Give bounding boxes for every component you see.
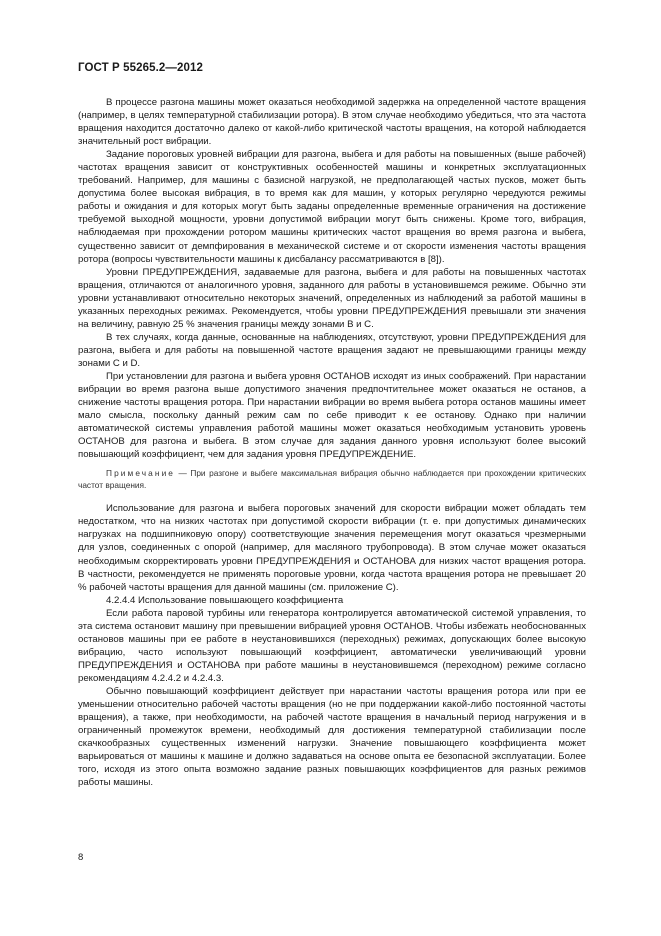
paragraph-7: Если работа паровой турбины или генератора контролируется автоматической системой управления, то эта система остановит машину при превышении вибрацией уровня ОСТАНОВ. Чтобы избежать необоснованных остановов машины при ее работе в неустановившихся (переходных) режимах, допускающих более высокую вибрацию, часто используют повышающий коэффициент, автоматически увеличивающий уровни ПРЕДУПРЕЖДЕНИЯ и ОСТАНОВА при работе машины в неустановившемся (переходном) режиме согласно рекомендациям 4.2.4.2 и 4.2.4.3. — [78, 607, 586, 684]
paragraph-1: В процессе разгона машины может оказаться необходимой задержка на определенной частоте вращения (например, в целях температурной стабилизации ротора). В этом случае необходимо убедиться, что эта частота вращения находится достаточно далеко от какой-либо критической частоты вращения, на которой наблюдается значительный рост вибрации. — [78, 97, 586, 148]
note — [78, 468, 586, 491]
paragraph-5: При установлении для разгона и выбега уровня ОСТАНОВ исходят из иных соображений. При нарастании вибрации во время разгона выше допустимого значения предпочтительнее может оказаться не останов, а снижение частоты вращения ротора. При нарастании вибрации во время выбега ротора останов машины имеет мало смысла, поскольку данный режим сам по себе приводит к ее останову. Однако при наличии автоматической системы управления работой машины может оказаться необходимым установить уровень ОСТАНОВ для разгона и выбега. В этом случае для задания данного уровня используют более высокий повышающий коэффициент, чем для задания уровня ПРЕДУПРЕЖДЕНИЕ. — [78, 370, 586, 461]
paragraph-8: Обычно повышающий коэффициент действует при нарастании частоты вращения ротора или при ее уменьшении относительно рабочей частоты вращения (но не при поддержании какой-либо постоянной частоты вращения), а также, при необходимости, на рабочей частоте вращения в начальный период нагружения и в ограниченный промежуток времени, необходимый для достижения температурной стабилизации после скачкообразных существенных изменений нагрузки. Значение повышающего коэффициента может варьироваться от машины к машине и должно задаваться на основе опыта ее безопасной эксплуатации. Более того, исходя из этого опыта возможно задание разных повышающих коэффициентов для разных режимов работы машины. — [78, 685, 586, 789]
document-body — [78, 96, 586, 789]
document-header: ГОСТ Р 55265.2—2012 — [78, 62, 203, 74]
paragraph-3: Уровни ПРЕДУПРЕЖДЕНИЯ, задаваемые для разгона, выбега и для работы на повышенных частотах вращения, отличаются от аналогичного уровня, заданного для работы в установившемся режиме. Обычно эти уровни устанавливают относительно некоторых значений, определенных из наблюдений за работой машины в указанных переходных режимах. Рекомендуется, чтобы уровни ПРЕДУПРЕЖДЕНИЯ превышали эти значения на величину, равную 25 % значения границы между зонами B и C. — [78, 266, 586, 330]
note-text: — При разгоне и выбеге максимальная вибрация обычно наблюдается при прохождении критических частот вращения. — [78, 468, 586, 490]
paragraph-4: В тех случаях, когда данные, основанные на наблюдениях, отсутствуют, уровни ПРЕДУПРЕЖДЕНИЯ для разгона, выбега и для работы на повышенной частоте вращения задают не превышающими границы между зонами C и D. — [78, 331, 586, 369]
page-number: 8 — [78, 852, 84, 863]
paragraph-2: Задание пороговых уровней вибрации для разгона, выбега и для работы на повышенных (выше рабочей) частотах вращения зависит от конструктивных особенностей машины и конкретных эксплуатационных требований. Например, для машины с базисной нагрузкой, не предполагающей частых пусков, может быть допустима более высокая вибрация, в то время как для машин, у которых регулярно чередуются режимы работы и ожидания и для которых могут быть заданы определенные временные ограничения на достижение требуемой выходной мощности, уровни допустимой вибрации могут быть снижены. Кроме того, вибрация, наблюдаемая при прохождении ротором машины критических частот вращения во время разгона и выбега, существенно зависит от демпфирования в механической системе и от скорости изменения частоты вращения ротора (вопросы чувствительности машины к дисбалансу рассматриваются в [8]). — [78, 149, 586, 265]
section-heading: 4.2.4.4 Использование повышающего коэффициента — [106, 594, 344, 606]
note-label: Примечание — [106, 468, 176, 479]
paragraph-6: Использование для разгона и выбега пороговых значений для скорости вибрации может обладать тем недостатком, что на низких частотах при допустимой скорости вибрации (т. е. при допустимых динамических нагрузках на подшипниковую опору) соответствующие значения перемещения могут оказаться чрезмерными для узлов, соединенных с опорой (например, для масляного трубопровода). В этом случае может оказаться необходимым скорректировать уровни ПРЕДУПРЕЖДЕНИЯ и ОСТАНОВА для низких частот вращения ротора. В частности, рекомендуется не применять пороговые уровни, когда частота вращения ротора не превышает 20 % рабочей частоты вращения для данной машины (см. приложение C). — [78, 503, 586, 593]
